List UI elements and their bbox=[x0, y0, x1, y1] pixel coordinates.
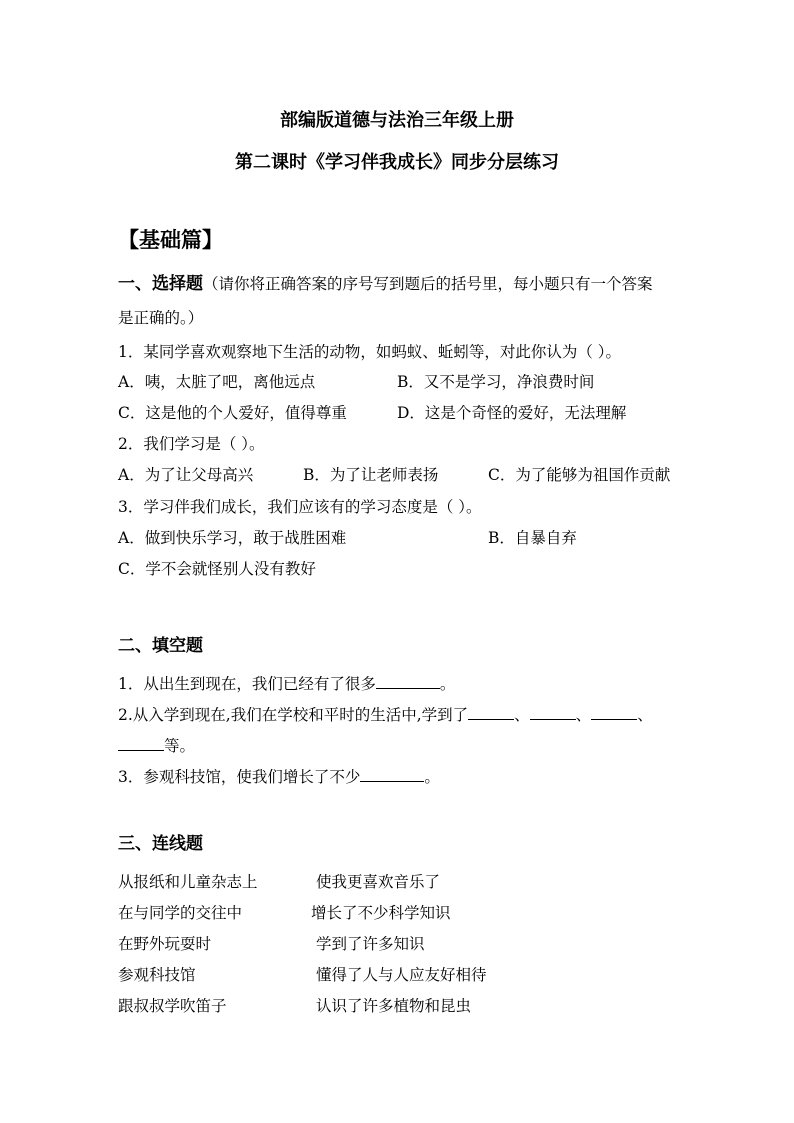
part3-heading: 三、连线题 bbox=[118, 834, 203, 854]
match-left-2[interactable]: 在与同学的交往中 bbox=[118, 904, 243, 922]
fill-q1-blank[interactable] bbox=[376, 674, 440, 689]
fill-q2-end: 等。 bbox=[164, 737, 196, 755]
part1-instruction-1: （请你将正确答案的序号写到题后的括号里，每小题只有一个答案 bbox=[203, 275, 653, 293]
q3-stem: 3．学习伴我们成长，我们应该有的学习态度是（ ）。 bbox=[118, 498, 482, 516]
document-subtitle: 第二课时《学习伴我成长》同步分层练习 bbox=[235, 152, 559, 173]
fill-q2-blank-2[interactable] bbox=[530, 705, 576, 720]
match-left-1[interactable]: 从报纸和儿童杂志上 bbox=[118, 873, 258, 891]
q2-option-b: B．为了让老师表扬 bbox=[303, 466, 439, 484]
part1-heading: 一、选择题 bbox=[118, 274, 203, 294]
fill-q3-text: 3．参观科技馆，使我们增长了不少 bbox=[118, 768, 361, 786]
match-right-5[interactable]: 认识了许多植物和昆虫 bbox=[316, 997, 472, 1015]
fill-q2-blank-1[interactable] bbox=[468, 705, 514, 720]
q3-option-a: A．做到快乐学习，敢于战胜困难 bbox=[118, 529, 347, 547]
q2-option-a: A．为了让父母高兴 bbox=[118, 466, 254, 484]
fill-q2-sep-2: 、 bbox=[575, 706, 592, 724]
section-label-basic: 【基础篇】 bbox=[118, 227, 223, 252]
fill-q1-text: 1．从出生到现在，我们已经有了很多 bbox=[118, 675, 376, 693]
match-right-2[interactable]: 增长了不少科学知识 bbox=[311, 904, 451, 922]
q1-option-b: B．又不是学习，净浪费时间 bbox=[397, 373, 595, 391]
q1-option-c: C．这是他的个人爱好，值得尊重 bbox=[118, 404, 347, 422]
fill-q3-end: 。 bbox=[424, 768, 440, 786]
fill-q2-sep-3: 、 bbox=[637, 706, 653, 724]
match-right-1[interactable]: 使我更喜欢音乐了 bbox=[316, 873, 441, 891]
fill-q2-sep-1: 、 bbox=[514, 706, 530, 724]
q2-option-c: C．为了能够为祖国作贡献 bbox=[488, 466, 671, 484]
q3-option-b: B．自暴自弃 bbox=[488, 529, 577, 547]
q3-option-c: C．学不会就怪别人没有教好 bbox=[118, 560, 316, 578]
q1-stem: 1．某同学喜欢观察地下生活的动物，如蚂蚁、蚯蚓等，对此你认为（ ）。 bbox=[118, 343, 622, 361]
part1-heading-line bbox=[118, 274, 653, 294]
fill-q2-blank-4[interactable] bbox=[118, 736, 164, 751]
fill-q3-blank[interactable] bbox=[360, 767, 424, 782]
match-right-4[interactable]: 懂得了人与人应友好相待 bbox=[316, 966, 487, 984]
match-left-3[interactable]: 在野外玩耍时 bbox=[118, 935, 212, 953]
q1-option-a: A．咦，太脏了吧，离他远点 bbox=[118, 373, 316, 391]
q1-option-d: D．这是个奇怪的爱好，无法理解 bbox=[397, 404, 627, 422]
fill-q2-cont bbox=[118, 736, 195, 756]
fill-q1-end: 。 bbox=[439, 675, 456, 693]
fill-q1 bbox=[118, 674, 455, 694]
fill-q2 bbox=[118, 705, 653, 725]
fill-q2-blank-3[interactable] bbox=[591, 705, 637, 720]
part1-instruction-2: 是正确的。） bbox=[118, 309, 204, 327]
fill-q2-text: 2.从入学到现在,我们在学校和平时的生活中,学到了 bbox=[118, 706, 469, 724]
q2-stem: 2．我们学习是（ ）。 bbox=[118, 435, 265, 453]
fill-q3 bbox=[118, 767, 440, 787]
match-left-5[interactable]: 跟叔叔学吹笛子 bbox=[118, 997, 227, 1015]
part2-heading: 二、填空题 bbox=[118, 636, 203, 656]
document-title: 部编版道德与法治三年级上册 bbox=[280, 110, 514, 131]
match-right-3[interactable]: 学到了许多知识 bbox=[316, 935, 425, 953]
match-left-4[interactable]: 参观科技馆 bbox=[118, 966, 196, 984]
